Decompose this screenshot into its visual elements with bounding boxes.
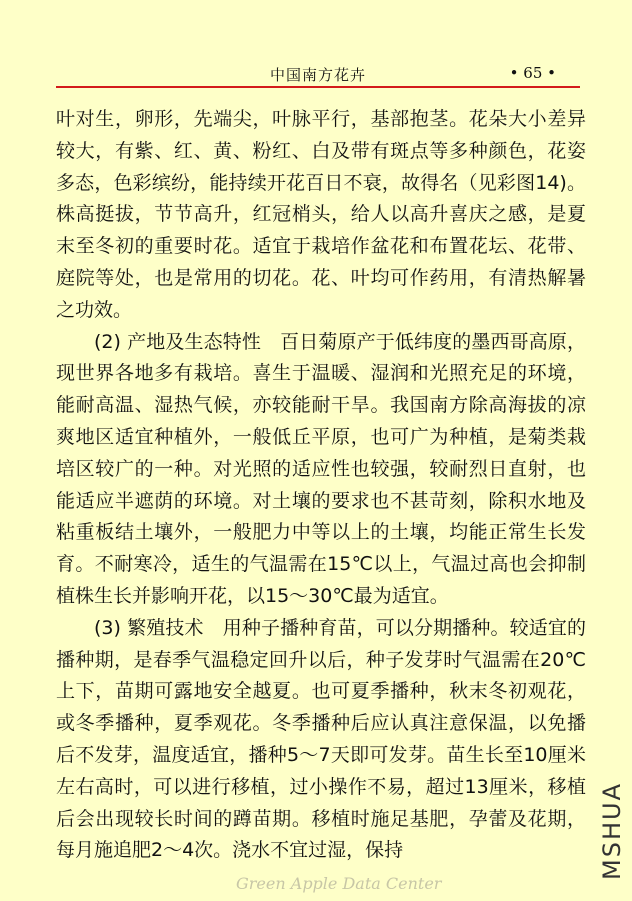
- header-title: 中国南方花卉: [270, 66, 367, 84]
- paragraph-2: (2) 产地及生态特性 百日菊原产于低纬度的墨西哥高原，现世界各地多有栽培。喜生于温暖、湿润和光照充足的环境，能耐高温、湿热气候，亦较能耐干旱。我国南方除高海拔的凉爽地区适宜种植外，一般低丘平原，也可广为种植，是菊类栽培区较广的一种。对光照的适应性也较强，较耐烈日直射，也能适应半遮荫的环境。对土壤的要求也不甚苛刻，除积水地及粘重板结土壤外，一般肥力中等以上的土壤，均能正常生长发育。不耐寒冷，适生的气温需在15℃以上，气温过高也会抑制植株生长并影响开花，以15～30℃最为适宜。: [56, 330, 586, 607]
- page-header: [56, 62, 578, 88]
- paragraph-3: (3) 繁殖技术 用种子播种育苗，可以分期播种。较适宜的播种期，是春季气温稳定回升以后，种子发芽时气温需在20℃上下，苗期可露地安全越夏。也可夏季播种，秋末冬初观花，或冬季播种，夏季观花。冬季播种后应认真注意保温，以免播后不发芽，温度适宜，播种5～7天即可发芽。苗生长至10厘米左右高时，可以进行移植，过小操作不易，超过13厘米，移植后会出现较长时间的蹲苗期。移植时施足基肥，孕蕾及花期，每月施追肥2～4次。浇水不宜过湿，保持: [56, 616, 586, 862]
- body-text: [56, 104, 586, 867]
- watermark: Green Apple Data Center: [236, 874, 442, 893]
- paragraph-1: 叶对生，卵形，先端尖，叶脉平行，基部抱茎。花朵大小差异较大，有紫、红、黄、粉红、白及带有斑点等多种颜色，花姿多态，色彩缤纷，能持续开花百日不衰，故得名（见彩图14)。株高挺拔，节节高升，红冠梢头，给人以高升喜庆之感，是夏末至冬初的重要时花。适宜于栽培作盆花和布置花坛、花带、庭院等处，也是常用的切花。花、叶均可作药用，有清热解暑之功效。: [56, 108, 586, 321]
- header-rule: [56, 86, 580, 88]
- sidebar-mark: MSHUA: [598, 782, 626, 880]
- page-number: • 65 •: [509, 64, 556, 82]
